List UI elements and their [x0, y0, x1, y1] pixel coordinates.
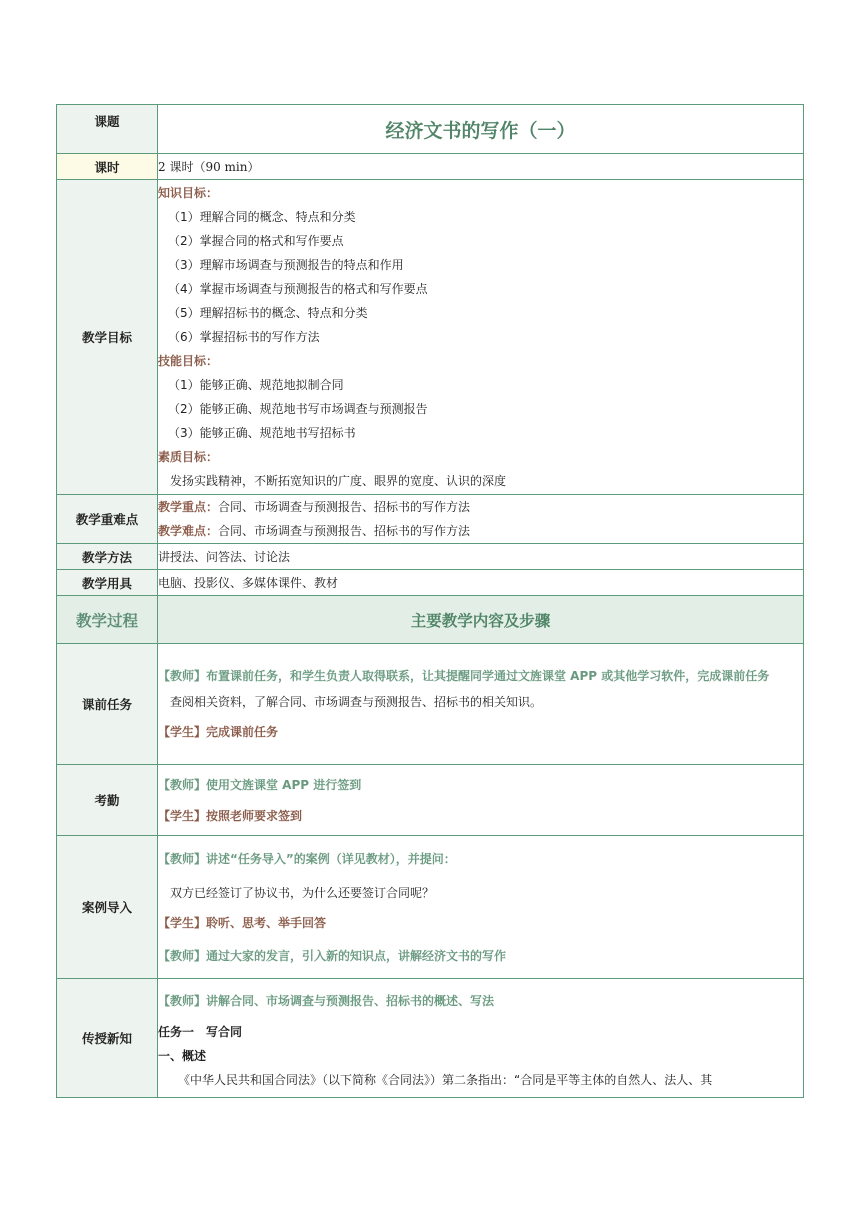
pre-class-student: 【学生】完成课前任务 — [158, 725, 279, 739]
case-intro-label: 案例导入 — [57, 836, 158, 979]
method-row — [57, 544, 804, 570]
new-knowledge-row — [57, 979, 804, 1098]
knowledge-item: （3）理解市场调查与预测报告的特点和作用 — [168, 258, 404, 272]
knowledge-item: （5）理解招标书的概念、特点和分类 — [168, 306, 368, 320]
tools-label: 教学用具 — [57, 570, 158, 596]
method-value: 讲授法、问答法、讨论法 — [158, 544, 804, 570]
difficulty-text: 合同、市场调查与预测报告、招标书的写作方法 — [218, 524, 471, 538]
knowledge-item: （2）掌握合同的格式和写作要点 — [168, 234, 344, 248]
case-intro-teacher2: 【教师】通过大家的发言，引入新的知识点，讲解经济文书的写作 — [158, 948, 507, 963]
attendance-row — [57, 765, 804, 836]
process-header-row — [57, 596, 804, 644]
attendance-teacher: 【教师】使用文旌课堂 APP 进行签到 — [158, 777, 362, 792]
key-points-content — [158, 495, 804, 544]
topic-row — [57, 105, 804, 154]
objectives-row — [57, 180, 804, 495]
pre-class-content — [158, 644, 804, 765]
new-knowledge-label: 传授新知 — [57, 979, 158, 1098]
quality-heading: 素质目标： — [158, 450, 219, 464]
tools-value: 电脑、投影仪、多媒体课件、教材 — [158, 570, 804, 596]
pre-class-row — [57, 644, 804, 765]
lesson-plan-table — [56, 104, 804, 1098]
pre-class-body: 查阅相关资料，了解合同、市场调查与预测报告、招标书的相关知识。 — [170, 695, 543, 709]
case-intro-question: 双方已经签订了协议书，为什么还要签订合同呢？ — [170, 885, 435, 900]
hours-label: 课时 — [57, 154, 158, 180]
attendance-student: 【学生】按照老师要求签到 — [158, 808, 303, 823]
pre-class-label: 课前任务 — [57, 644, 158, 765]
objectives-label: 教学目标 — [57, 180, 158, 495]
hours-value: 2 课时（90 min） — [158, 154, 804, 180]
new-knowledge-body: 《中华人民共和国合同法》（以下简称《合同法》）第二条指出：“合同是平等主体的自然人、法人、其 — [178, 1073, 713, 1087]
knowledge-item: （4）掌握市场调查与预测报告的格式和写作要点 — [168, 282, 428, 296]
skill-heading: 技能目标： — [158, 354, 219, 368]
knowledge-heading: 知识目标： — [158, 186, 219, 200]
knowledge-item: （6）掌握招标书的写作方法 — [168, 330, 320, 344]
case-intro-row — [57, 836, 804, 979]
method-label: 教学方法 — [57, 544, 158, 570]
process-header-right: 主要教学内容及步骤 — [410, 611, 551, 630]
new-knowledge-content — [158, 979, 804, 1098]
tools-row — [57, 570, 804, 596]
skill-item: （3）能够正确、规范地书写招标书 — [168, 426, 356, 440]
task-heading: 任务一 写合同 — [158, 1025, 243, 1039]
topic-title: 经济文书的写作（一） — [158, 105, 804, 154]
skill-item: （2）能够正确、规范地书写市场调查与预测报告 — [168, 402, 428, 416]
key-points-label: 教学重难点 — [57, 495, 158, 544]
quality-text: 发扬实践精神，不断拓宽知识的广度、眼界的宽度、认识的深度 — [170, 474, 507, 488]
case-intro-teacher: 【教师】讲述“任务导入”的案例（详见教材），并提问： — [158, 851, 456, 866]
focus-text: 合同、市场调查与预测报告、招标书的写作方法 — [218, 500, 471, 514]
attendance-label: 考勤 — [57, 765, 158, 836]
section-heading: 一、概述 — [158, 1049, 207, 1063]
knowledge-item: （1）理解合同的概念、特点和分类 — [168, 210, 356, 224]
attendance-content — [158, 765, 804, 836]
focus-label: 教学重点： — [158, 500, 219, 514]
case-intro-content — [158, 836, 804, 979]
case-intro-student: 【学生】聆听、思考、举手回答 — [158, 915, 327, 930]
pre-class-teacher: 【教师】布置课前任务，和学生负责人取得联系，让其提醒同学通过文旌课堂 APP 或其他学习软件，完成课前任务 — [158, 669, 770, 683]
skill-item: （1）能够正确、规范地拟制合同 — [168, 378, 344, 392]
topic-label: 课题 — [57, 105, 158, 154]
hours-row — [57, 154, 804, 180]
process-header-left: 教学过程 — [75, 611, 138, 630]
key-points-row — [57, 495, 804, 544]
objectives-content — [158, 180, 804, 495]
difficulty-label: 教学难点： — [158, 524, 219, 538]
new-knowledge-teacher: 【教师】讲解合同、市场调查与预测报告、招标书的概述、写法 — [158, 994, 495, 1008]
